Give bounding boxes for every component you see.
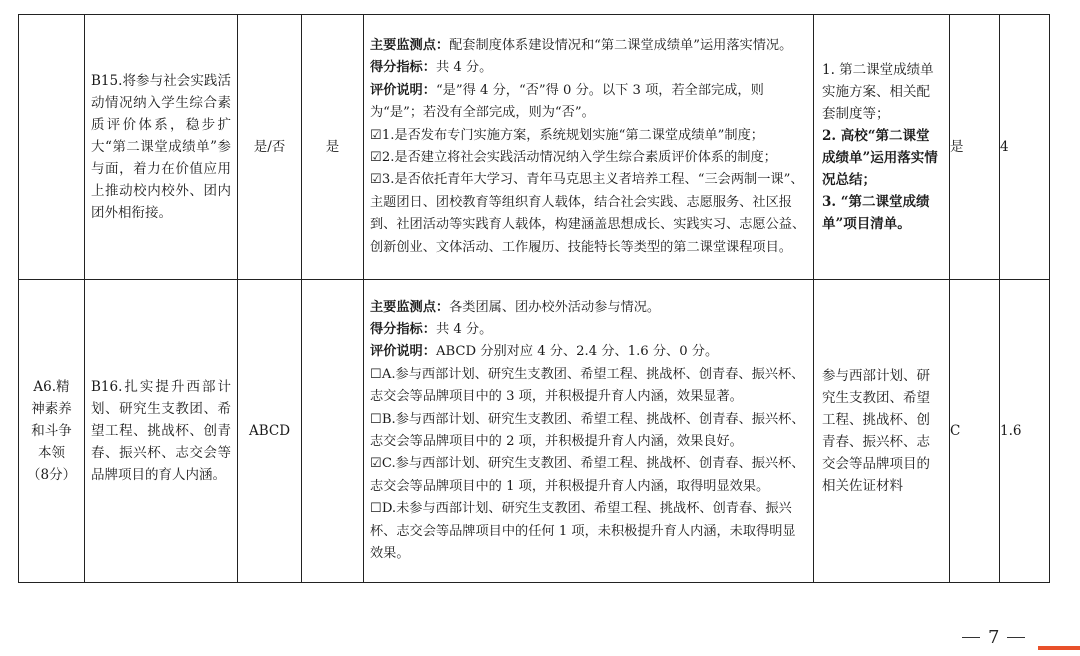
category-cell <box>19 15 85 280</box>
score-label: 得分指标： <box>370 321 436 337</box>
category-cell <box>19 280 85 583</box>
criterion-text: B15.将参与社会实践活动情况纳入学生综合素质评价体系，稳步扩大“第二课堂成绩单”参与面，着力在价值应用上推动校内校外、团内团外相衔接。 <box>91 73 231 221</box>
checklist-item: ☑2.是否建立将社会实践活动情况纳入学生综合素质评价体系的制度； <box>370 150 777 165</box>
type-cell: ABCD <box>238 280 302 583</box>
evidence-item: 参与西部计划、研究生支教团、希望工程、挑战杯、创青春、振兴杯、志交会等品牌项目的相关佐证材料 <box>822 368 930 494</box>
monitor-cell <box>364 15 814 280</box>
evidence-item: 3. “第二课堂成绩单”项目清单。 <box>822 194 930 232</box>
evidence-item: 1. 第二课堂成绩单实施方案、相关配套制度等； <box>822 62 934 122</box>
monitor-point-label: 主要监测点： <box>370 299 450 315</box>
evaluation-table <box>18 14 1050 583</box>
category-text: A6.精神素养和斗争本领（8分） <box>27 379 77 483</box>
table-row <box>19 280 1050 583</box>
monitor-cell <box>364 280 814 583</box>
evidence-cell <box>814 280 950 583</box>
score-label: 得分指标： <box>370 60 436 76</box>
page-number: 7 <box>988 627 1000 648</box>
type-cell: 是/否 <box>238 15 302 280</box>
monitor-point-label: 主要监测点： <box>370 37 450 53</box>
footer-dash-left <box>962 637 980 639</box>
page-footer <box>962 627 1025 648</box>
option-item: ☐B.参与西部计划、研究生支教团、希望工程、挑战杯、创青春、振兴杯、志交会等品牌项目中的 2 项，并积极提升育人内涵，效果良好。 <box>370 411 805 449</box>
evidence-cell <box>814 15 950 280</box>
desc-text: “是”得 4 分，“否”得 0 分。以下 3 项，若全部完成，则为“是”；若没有全部完成，则为“否”。 <box>370 82 764 121</box>
footer-dash-right <box>1007 637 1025 639</box>
accent-strip <box>1038 646 1080 650</box>
monitor-point-text: 各类团属、团办校外活动参与情况。 <box>449 299 661 315</box>
result-cell: 是 <box>950 15 1000 280</box>
option-item: ☐A.参与西部计划、研究生支教团、希望工程、挑战杯、创青春、振兴杯、志交会等品牌项目中的 3 项，并积极提升育人内涵，效果显著。 <box>370 366 805 405</box>
result-cell: C <box>950 280 1000 583</box>
criterion-text: B16.扎实提升西部计划、研究生支教团、希望工程、挑战杯、创青春、振兴杯、志交会等品牌项目的育人内涵。 <box>91 379 231 483</box>
checklist-item: ☑3.是否依托青年大学习、青年马克思主义者培养工程、“三会两制一课”、主题团日、团校教育等组织育人载体，结合社会实践、志愿服务、社区报到、社团活动等实践育人载体，构建涵盖思想成长、实践实习、志愿公益、创新创业、文体活动、工作履历、技能特长等类型的第二课堂课程项目。 <box>370 172 806 255</box>
score-text: 共 4 分。 <box>435 60 493 76</box>
evidence-item: 2. 高校“第二课堂成绩单”运用落实情况总结； <box>822 128 938 188</box>
table-row <box>19 15 1050 280</box>
desc-text: ABCD 分别对应 4 分、2.4 分、1.6 分、0 分。 <box>435 344 719 360</box>
criterion-cell <box>85 15 238 280</box>
score-text: 共 4 分。 <box>435 321 493 337</box>
option-item: ☐D.未参与西部计划、研究生支教团、希望工程、挑战杯、创青春、振兴杯、志交会等品牌项目中的任何 1 项，未积极提升育人内涵，未取得明显效果。 <box>370 501 796 562</box>
checklist-item: ☑1.是否发布专门实施方案，系统规划实施“第二课堂成绩单”制度； <box>370 127 764 143</box>
criterion-cell <box>85 280 238 583</box>
monitor-point-text: 配套制度体系建设情况和“第二课堂成绩单”运用落实情况。 <box>449 37 793 53</box>
option-item: ☑C.参与西部计划、研究生支教团、希望工程、挑战杯、创青春、振兴杯、志交会等品牌项目中的 1 项，并积极提升育人内涵，取得明显效果。 <box>370 456 805 494</box>
self-eval-cell <box>302 280 364 583</box>
score-cell: 4 <box>1000 15 1050 280</box>
score-cell: 1.6 <box>1000 280 1050 583</box>
desc-label: 评价说明： <box>370 344 436 360</box>
self-eval-cell: 是 <box>302 15 364 280</box>
desc-label: 评价说明： <box>370 82 436 98</box>
